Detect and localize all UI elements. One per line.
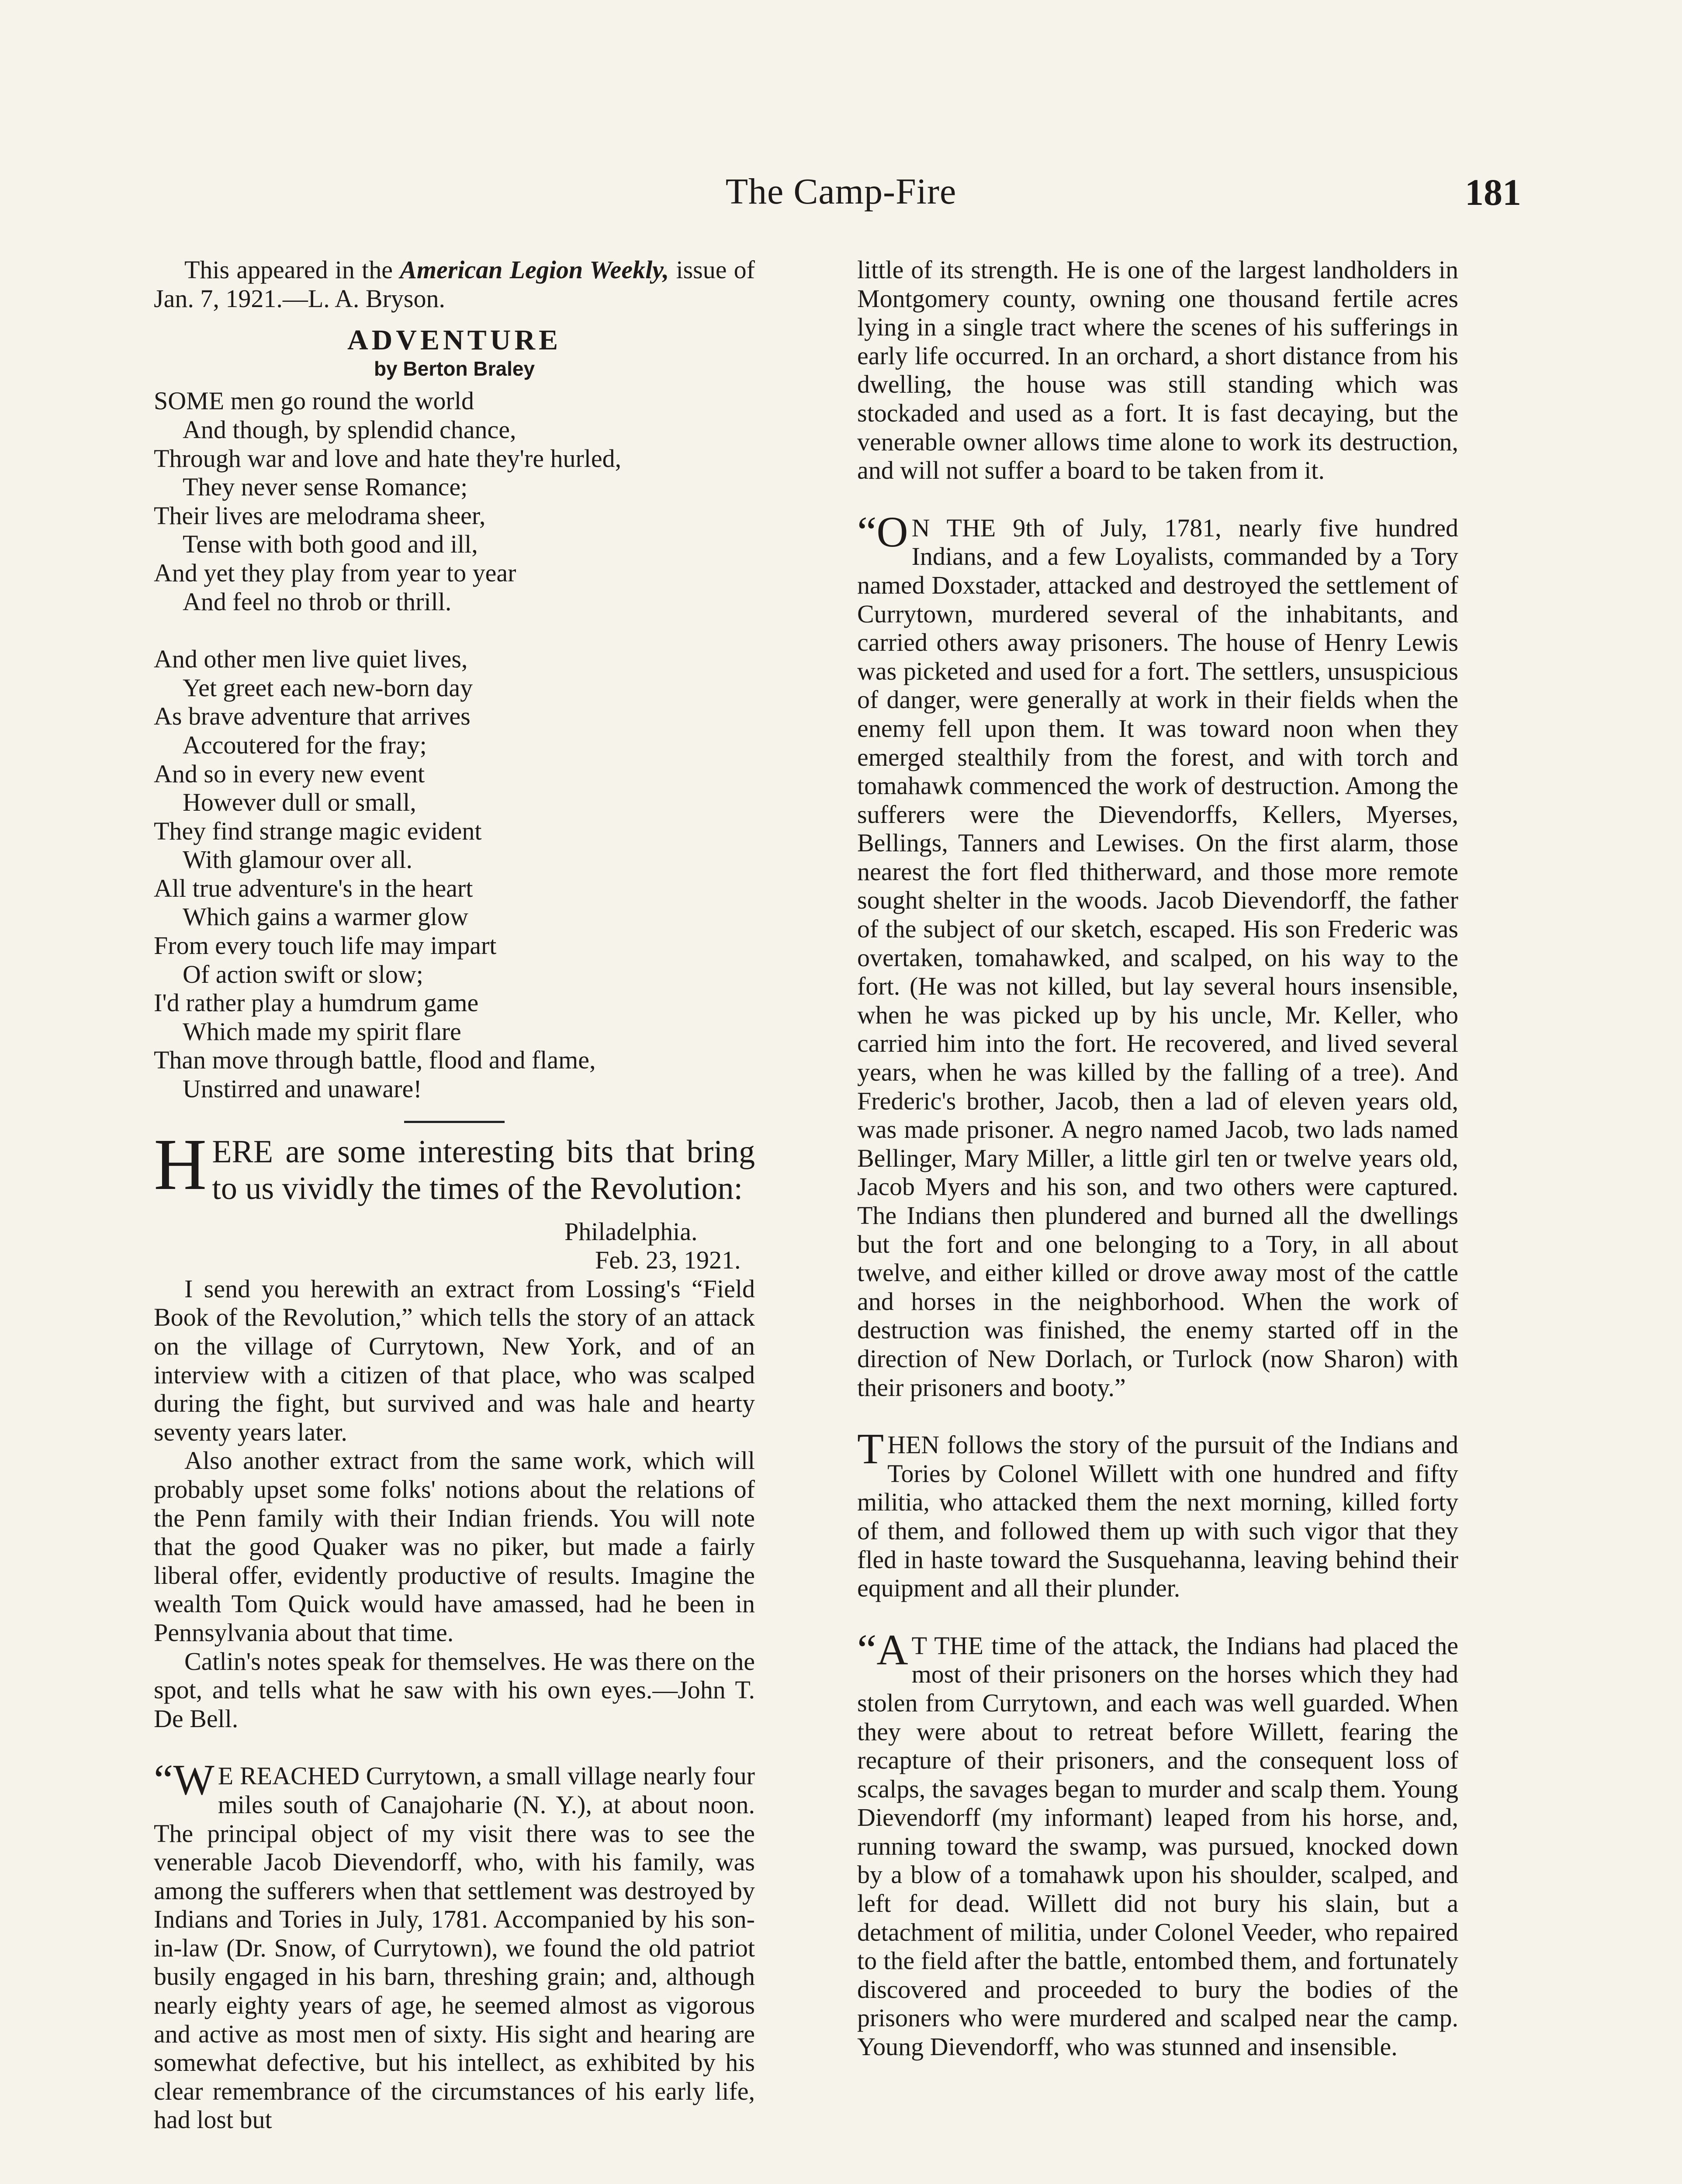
drop-cap: H	[154, 1123, 207, 1205]
poem-line: I'd rather play a humdrum game	[154, 988, 479, 1017]
poem-line: Which made my spirit flare	[183, 1017, 461, 1046]
poem-title: ADVENTURE	[347, 324, 562, 356]
poem-line: And other men live quiet lives,	[154, 645, 468, 674]
section-intro-text: ERE are some interesting bits that bring to us vividly the times of the Revolution:	[212, 1133, 755, 1206]
intro-paragraph	[154, 256, 755, 313]
poem-line: Accoutered for the fray;	[183, 730, 427, 759]
quoted-paragraph	[857, 507, 1458, 1402]
running-title: The Camp-Fire	[725, 171, 957, 212]
poem-line: Yet greet each new-born day	[183, 673, 473, 702]
intro-text: This appeared in the	[184, 256, 393, 284]
poem	[154, 387, 755, 1103]
right-column	[857, 256, 1458, 2061]
poem-line: All true adventure's in the heart	[154, 874, 473, 902]
poem-line: And yet they play from year to year	[154, 558, 516, 587]
letter-city: Philadelphia.	[564, 1217, 698, 1246]
poem-line: Unstirred and unaware!	[183, 1075, 422, 1103]
poem-line: And so in every new event	[154, 759, 425, 788]
poem-line: However dull or small,	[183, 788, 416, 817]
quoted-text: T THE time of the attack, the Indians had placed the most of their prisoners on the horses which they had stolen from Currytown, and each was well guarded. When they were about to retreat before Willett, fearing the recapture of their prisoners, and the consequent loss of scalps, the savages began to murder and scalp them. Young Dievendorff (my informant) leaped from his horse, and, running toward the swamp, was pursued, knocked down by a blow of a tomahawk upon his shoulder, scalped, and left for dead. Willett did not bury his slain, but a detachment of militia, under Colonel Veeder, who repaired to the field after the battle, entombed them, and fortunately discovered and proceeded to bury the bodies of the prisoners who were murdered and scalped near the camp. Young Dievendorff, who was stunned and insensible.	[857, 1631, 1458, 2061]
intro-rest: issue of Jan. 7, 1921.—L. A. Bryson.	[154, 256, 755, 313]
paragraph-gap	[857, 1603, 1458, 1631]
continued-paragraph: little of its strength. He is one of the largest landholders in Montgomery county, owning one thousand fertile acres lying in a single tract where the scenes of his sufferings in early life occurred. In an orchard, a short distance from his dwelling, the house was still standing which was stockaded and used as a fort. It is fast decaying, but the venerable owner allows time alone to work its destruction, and will not suffer a board to be taken from it.	[857, 256, 1458, 485]
quoted-text: E REACHED Currytown, a small village nearly four miles south of Canajoharie (N. Y.), at about noon. The principal object of my visit there was to see the venerable Jacob Dievendorff, who, with his family, was among the sufferers when that settlement was destroyed by Indians and Tories in July, 1781. Accompanied by his son-in-law (Dr. Snow, of Currytown), we found the old patriot busily engaged in his barn, threshing grain; and, although nearly eighty years of age, he seemed almost as vigorous and active as most men of sixty. His sight and hearing are somewhat defective, but his intellect, as exhibited by his clear remembrance of the circumstances of his early life, had lost but	[154, 1762, 755, 2134]
quoted-text: N THE 9th of July, 1781, nearly five hundred Indians, and a few Loyalists, commanded by a Tory named Doxstader, attacked and destroyed the settlement of Currytown, murdered several of the inhabitants, and carried others away prisoners. The house of Henry Lewis was picketed and used for a fort. The settlers, unsuspicious of danger, were generally at work in their fields when the enemy fell upon them. It was toward noon when they emerged stealthily from the forest, and with torch and tomahawk commenced the work of destruction. Among the sufferers were the Dievendorffs, Kellers, Myerses, Bellings, Tanners and Lewises. On the first alarm, those nearest the fort fled thitherward, and those more remote sought shelter in the woods. Jacob Dievendorff, the father of the subject of our sketch, escaped. His son Frederic was overtaken, tomahawked, and scalped, on his way to the fort. (He was not killed, but lay several hours insensible, when he was picked up by his uncle, Mr. Keller, who carried him into the fort. He recovered, and lived several years, when he was killed by the falling of a tree). And Frederic's brother, Jacob, then a lad of eleven years old, was made prisoner. A negro named Jacob, two lads named Bellinger, Mary Miller, a little girl ten or twelve years old, Jacob Myers and his son, and two others were captured. The Indians then plundered and burned all the dwellings but the fort and one belonging to a Tory, in all about twelve, and either killed or drove away most of the cattle and horses in the neighborhood. When the work of destruction was finished, the enemy started off in the direction of New Dorlach, or Turlock (now Sharon) with their prisoners and booty.”	[857, 513, 1458, 1402]
section-intro	[154, 1123, 755, 1207]
quoted-paragraph	[857, 1625, 1458, 2061]
poem-line: Of action swift or slow;	[183, 960, 423, 988]
page-number: 181	[1465, 171, 1521, 213]
poem-byline: by Berton Braley	[374, 357, 535, 380]
letter-dateline	[154, 1217, 755, 1275]
letter-date: Feb. 23, 1921.	[595, 1246, 741, 1275]
narrative-text: HEN follows the story of the pursuit of the Indians and Tories by Colonel Willett with one hundred and fifty militia, who attacked them the next morning, killed forty of them, and followed them up with such vigor that they fled in haste toward the Susquehanna, leaving behind their equipment and all their plunder.	[857, 1431, 1458, 1603]
poem-line: Tense with both good and ill,	[183, 530, 478, 559]
poem-line: Which gains a warmer glow	[183, 902, 468, 931]
poem-stanza-2	[154, 645, 755, 1103]
poem-line: And though, by splendid chance,	[183, 415, 516, 444]
stanza-gap	[154, 616, 755, 645]
letter-paragraph: Also another extract from the same work, which will probably upset some folks' notions about the relations of the Penn family with their Indian friends. You will note that the good Quaker was no piker, but made a fairly liberal offer, evidently productive of results. Imagine the wealth Tom Quick would have amassed, had he been in Pennsylvania about that time.	[154, 1446, 755, 1647]
poem-line: From every touch life may impart	[154, 931, 497, 960]
section-divider	[404, 1121, 505, 1123]
paragraph-gap	[154, 1733, 755, 1762]
page-header	[0, 170, 1682, 223]
left-column	[154, 256, 755, 2134]
drop-cap: “W	[154, 1755, 215, 1804]
poem-line: Through war and love and hate they're hurled,	[154, 444, 622, 473]
poem-line: Than move through battle, flood and flame,	[154, 1046, 596, 1075]
quoted-paragraph	[154, 1755, 755, 2134]
intro-source: American Legion Weekly,	[400, 256, 669, 284]
poem-line: As brave adventure that arrives	[154, 702, 471, 731]
poem-line: SOME men go round the world	[154, 387, 474, 415]
drop-cap: “O	[857, 507, 908, 556]
paragraph-gap	[857, 485, 1458, 514]
poem-line: They find strange magic evident	[154, 816, 482, 845]
letter-paragraph: Catlin's notes speak for themselves. He was there on the spot, and tells what he saw with his own eyes.—John T. De Bell.	[154, 1647, 755, 1733]
poem-line: With glamour over all.	[183, 845, 412, 874]
poem-stanza-1	[154, 387, 755, 616]
drop-cap: “A	[857, 1625, 908, 1674]
drop-cap: T	[857, 1424, 884, 1473]
narrative-paragraph	[857, 1424, 1458, 1603]
paragraph-gap	[857, 1402, 1458, 1431]
poem-line: Their lives are melodrama sheer,	[154, 501, 486, 530]
letter-paragraph: I send you herewith an extract from Lossing's “Field Book of the Revolution,” which tells the story of an attack on the village of Currytown, New York, and of an interview with a citizen of that place, who was scalped during the fight, but survived and was hale and hearty seventy years later.	[154, 1274, 755, 1446]
poem-line: They never sense Romance;	[183, 473, 468, 501]
poem-line: And feel no throb or thrill.	[183, 587, 452, 616]
